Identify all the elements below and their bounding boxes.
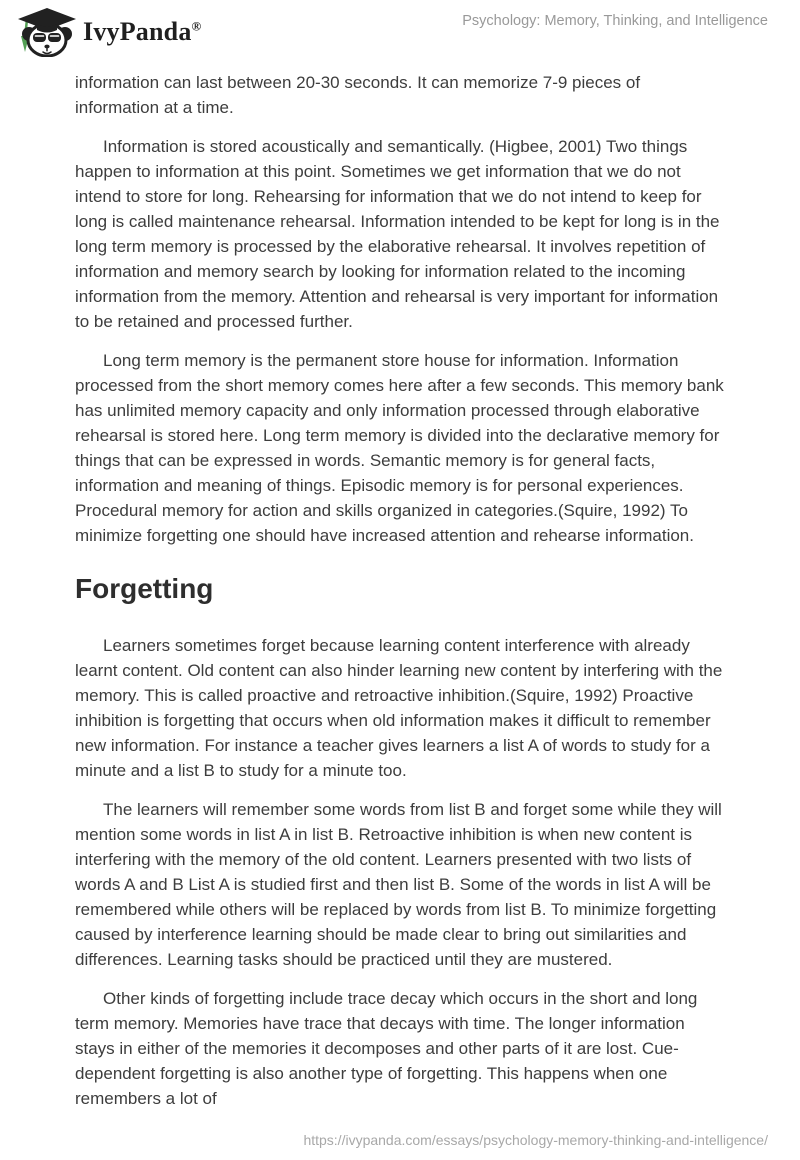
page-header <box>0 0 800 56</box>
paragraph: Information is stored acoustically and semantically. (Higbee, 2001) Two things happen to information at this point. Sometimes we get information that we do not intend to store for long. Rehearsing for information that we do not intend to keep for long is called maintenance rehearsal. Information intended to be kept for long is in the long term memory is processed by the elaborative rehearsal. It involves repetition of information and memory search by looking for information related to the incoming information from the memory. Attention and rehearsal is very important for information to be retained and processed further. <box>75 137 720 331</box>
paragraph: Learners sometimes forget because learning content interference with already learnt content. Old content can also hinder learning new content by interfering with the memory. This is called proactive and retroactive inhibition.(Squire, 1992) Proactive inhibition is forgetting that occurs when old information makes it difficult to remember new information. For instance a teacher gives learners a list A of words to study for a minute and a list B to study for a minute too. <box>75 636 723 780</box>
paragraph-continuation: information can last between 20-30 seconds. It can memorize 7-9 pieces of information at a time. <box>75 73 641 117</box>
paragraph: The learners will remember some words from list B and forget some while they will mention some words in list A in list B. Retroactive inhibition is when new content is interfering with the memory of the old content. Learners presented with two lists of words A and B List A is studied first and then list B. Some of the words in list A will be remembered while others will be replaced by words from list B. To minimize forgetting caused by interference learning should be made clear to bring out similarities and differences. Learning tasks should be practiced until they are mustered. <box>75 800 722 969</box>
ivypanda-logo[interactable] <box>14 7 201 57</box>
panda-graduate-icon <box>14 7 78 57</box>
logo-wordmark: IvyPanda® <box>83 17 202 46</box>
paragraph: Other kinds of forgetting include trace decay which occurs in the short and long term memory. Memories have trace that decays with time. The longer information stays in either of the memories it decomposes and other parts of it are lost. Cue-dependent forgetting is also another type of forgetting. This happens when one remembers a lot of <box>75 989 698 1108</box>
document-title: Psychology: Memory, Thinking, and Intelligence <box>462 13 768 29</box>
section-heading-forgetting: Forgetting <box>75 573 214 604</box>
essay-body <box>75 70 725 1111</box>
paragraph: Long term memory is the permanent store house for information. Information processed from the short memory comes here after a few seconds. This memory bank has unlimited memory capacity and only information processed through elaborative rehearsal is stored here. Long term memory is divided into the declarative memory for things that can be expressed in words. Semantic memory is for general facts, information and meaning of things. Episodic memory is for personal experiences. Procedural memory for action and skills organized in categories.(Squire, 1992) To minimize forgetting one should have increased attention and rehearse information. <box>75 351 724 545</box>
registered-trademark-symbol: ® <box>191 18 202 34</box>
source-url-link[interactable]: https://ivypanda.com/essays/psychology-memory-thinking-and-intelligence/ <box>303 1132 768 1148</box>
